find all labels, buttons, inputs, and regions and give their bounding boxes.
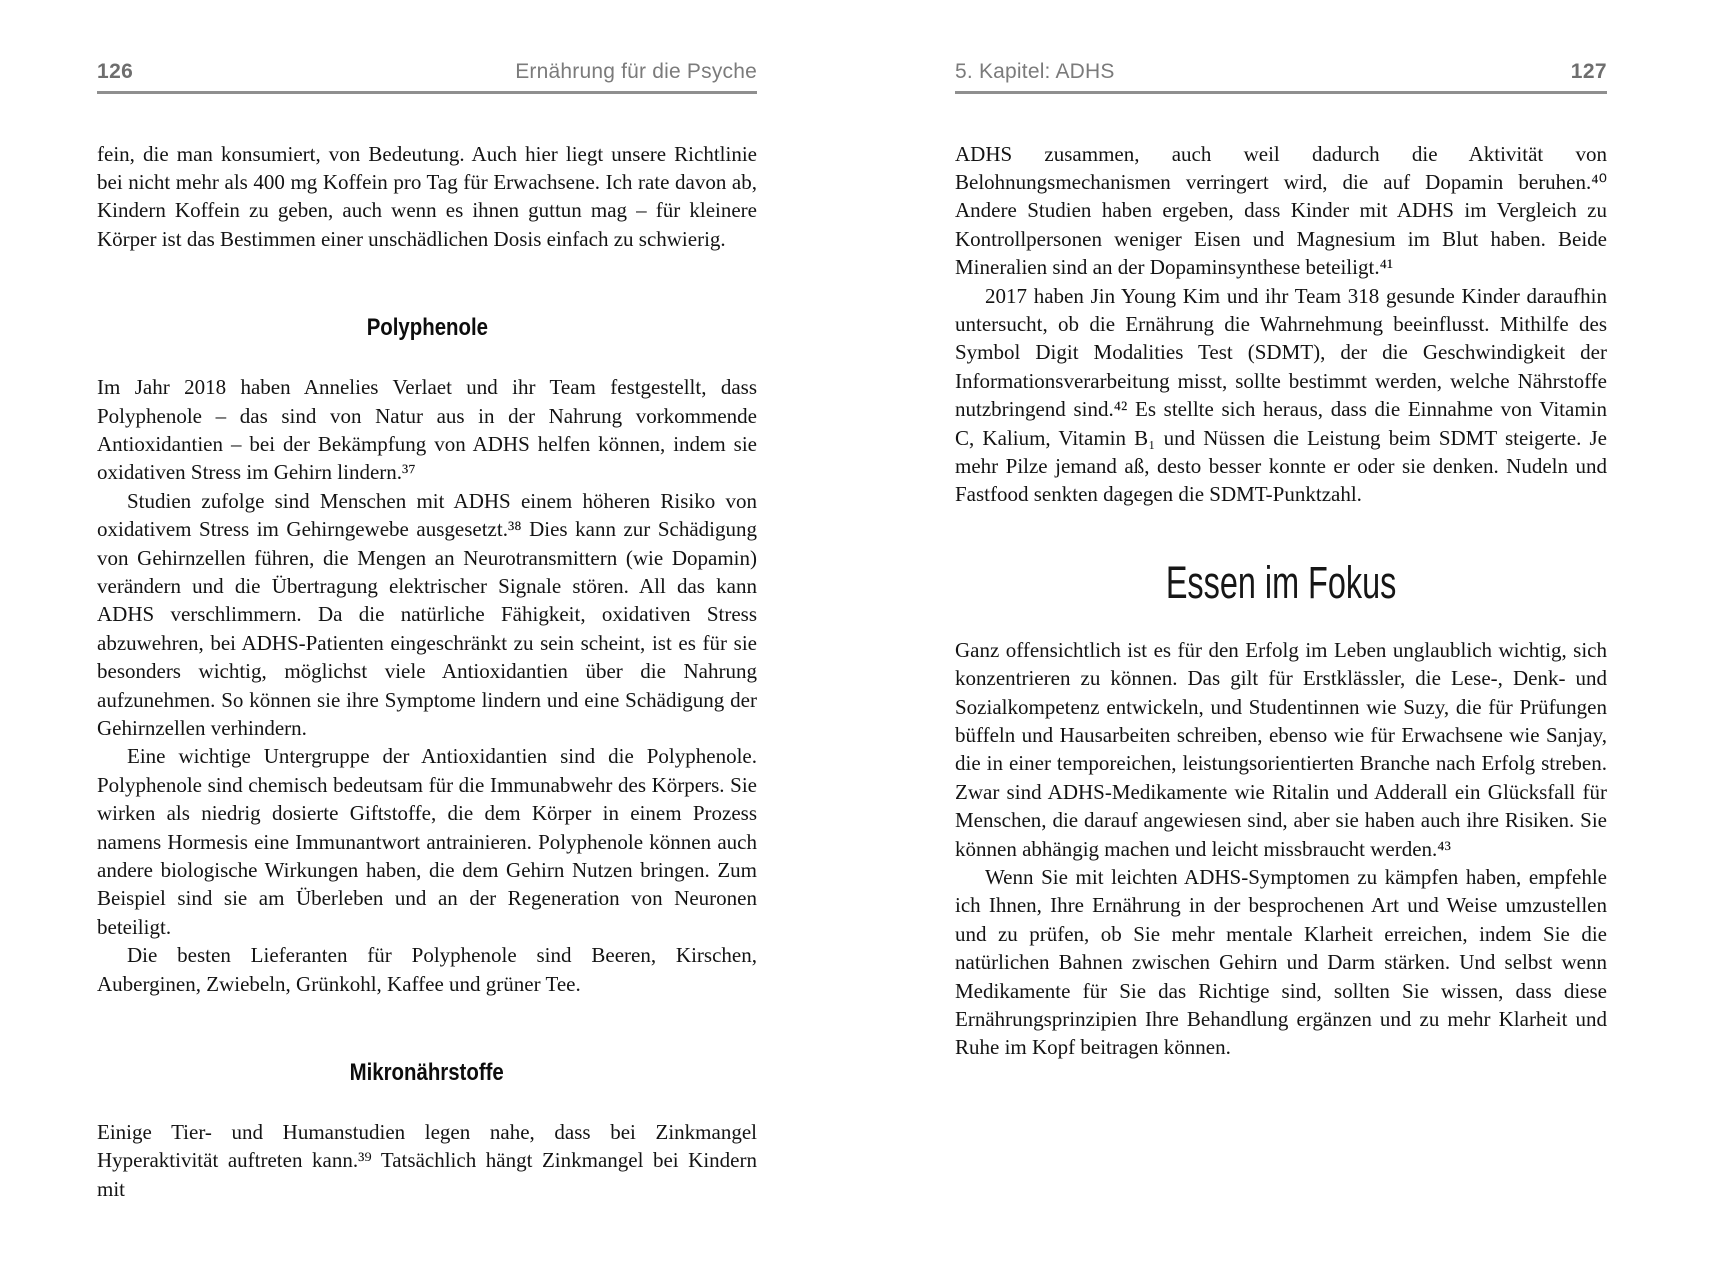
page-left: [97, 61, 757, 1203]
body-paragraph: Einige Tier- und Humanstudien legen nahe, dass bei Zinkmangel Hyperaktivität auftreten kann.³⁹ Tatsächlich hängt Zinkmangel bei Kindern mit: [97, 1120, 757, 1201]
page-header-right: [955, 61, 1607, 83]
body-paragraph: Ganz offensichtlich ist es für den Erfolg im Leben unglaublich wichtig, sich konzentrieren zu können. Das gilt für Erstklässler, die Lese-, Denk- und Sozialkompetenz entwickeln, und Studentinnen wie Suzy, die für Prüfungen büffeln und Hausarbeiten schreiben, ebenso wie für Erwachsene wie Sanjay, die in einer temporeichen, leistungsorientierten Branche nach Erfolg streben. Zwar sind ADHS-Medikamente wie Ritalin und Adderall ein Glücksfall für Menschen, die darauf angewiesen sind, aber sie haben auch ihre Risiken. Sie können abhängig machen und leicht missbraucht werden.⁴³: [955, 637, 1607, 861]
body-paragraph: ADHS zusammen, auch weil dadurch die Aktivität von Belohnungsmechanismen verringert wird, die auf Dopamin beruhen.⁴⁰ Andere Studien haben ergeben, dass Kinder mit ADHS im Vergleich zu Kontrollpersonen weniger Eisen und Magnesium im Blut haben. Beide Mineralien sind an der Dopaminsynthese beteiligt.⁴¹: [955, 141, 1607, 280]
section-heading-polyphenole: [97, 315, 757, 341]
body-paragraph: fein, die man konsumiert, von Bedeutung. Auch hier liegt unsere Richtlinie bei nicht mehr als 400 mg Koffein pro Tag für Erwachsene. Ich rate davon ab, Kindern Koffein zu geben, auch wenn es ihnen guttun mag – für kleinere Körper ist das Bestimmen einer unschädlichen Dosis einfach zu schwierig.: [97, 141, 757, 251]
section-heading-text: Mikronährstoffe: [349, 1059, 505, 1087]
page-header-left: [97, 61, 757, 83]
page-body-right: [955, 140, 1607, 1062]
header-rule: [955, 91, 1607, 94]
section-heading-mikronaehrstoffe: [97, 1060, 757, 1086]
body-paragraph: Im Jahr 2018 haben Annelies Verlaet und ihr Team festgestellt, dass Polyphenole – das sind von Natur aus in der Nahrung vorkommende Antioxidantien – bei der Bekämpfung von ADHS helfen können, indem sie oxidativen Stress im Gehirn lindern.³⁷: [97, 375, 757, 485]
section-heading-text: Polyphenole: [366, 314, 488, 342]
page-body-left: [97, 140, 757, 1204]
page-number: 126: [97, 60, 134, 83]
body-paragraph: Studien zufolge sind Menschen mit ADHS einem höheren Risiko von oxidativem Stress im Gehirngewebe ausgesetzt.³⁸ Dies kann zur Schädigung von Gehirnzellen führen, die Mengen an Neurotransmittern (wie Dopamin) verändern und die Übertragung elektrischer Signale stören. All das kann ADHS verschlimmern. Da die natürliche Fähigkeit, oxidativen Stress abzuwehren, bei ADHS-Patienten eingeschränkt zu sein scheint, ist es für sie besonders wichtig, möglichst viele Antioxidantien über die Nahrung aufzunehmen. So können sie ihre Symptome lindern und eine Schädigung der Gehirnzellen verhindern.: [97, 488, 757, 740]
body-paragraph: Eine wichtige Untergruppe der Antioxidantien sind die Polyphenole. Polyphenole sind chemisch bedeutsam für die Immunabwehr des Körpers. Sie wirken als niedrig dosierte Giftstoffe, die dem Körper in einem Prozess namens Hormesis eine Immunantwort antrainieren. Polyphenole können auch andere biologische Wirkungen haben, die dem Gehirn Nutzen bringen. Zum Beispiel sind sie am Überleben und an der Regeneration von Neuronen beteiligt.: [97, 744, 757, 939]
chapter-subheading-essen-im-fokus: [955, 556, 1607, 608]
running-title: 5. Kapitel: ADHS: [955, 60, 1115, 83]
running-title: Ernährung für die Psyche: [515, 60, 757, 83]
body-paragraph: Wenn Sie mit leichten ADHS-Symptomen zu kämpfen haben, empfehle ich Ihnen, Ihre Ernährung in der besprochenen Art und Weise umzustellen und zu prüfen, ob Sie mehr mentale Klarheit erreichen, indem Sie die natürlichen Bahnen zwischen Gehirn und Darm stärken. Und selbst wenn Medikamente für Sie das Richtige sind, sollten Sie wissen, dass diese Ernährungsprinzipien Ihre Behandlung ergänzen und zu mehr Klarheit und Ruhe im Kopf beitragen können.: [955, 865, 1607, 1060]
chapter-subheading-text: Essen im Fokus: [1165, 556, 1397, 608]
body-paragraph: Die besten Lieferanten für Polyphenole sind Beeren, Kirschen, Auberginen, Zwiebeln, Grünkohl, Kaffee und grüner Tee.: [97, 943, 757, 996]
header-rule: [97, 91, 757, 94]
body-paragraph: 2017 haben Jin Young Kim und ihr Team 318 gesunde Kinder daraufhin untersucht, ob die Ernährung die Wahrnehmung beeinflusst. Mithilfe des Symbol Digit Modalities Test (SDMT), der die Geschwindigkeit der Informationsverarbeitung misst, sollte bestimmt werden, welche Nährstoffe nutzbringend sind.⁴² Es stellte sich heraus, dass die Einnahme von Vitamin C, Kalium, Vitamin B₁ und Nüssen die Leistung beim SDMT steigerte. Je mehr Pilze jemand aß, desto besser konnte er oder sie denken. Nudeln und Fastfood senkten dagegen die SDMT-Punktzahl.: [955, 283, 1607, 507]
page-right: [955, 61, 1607, 1062]
page-number: 127: [1570, 60, 1607, 83]
